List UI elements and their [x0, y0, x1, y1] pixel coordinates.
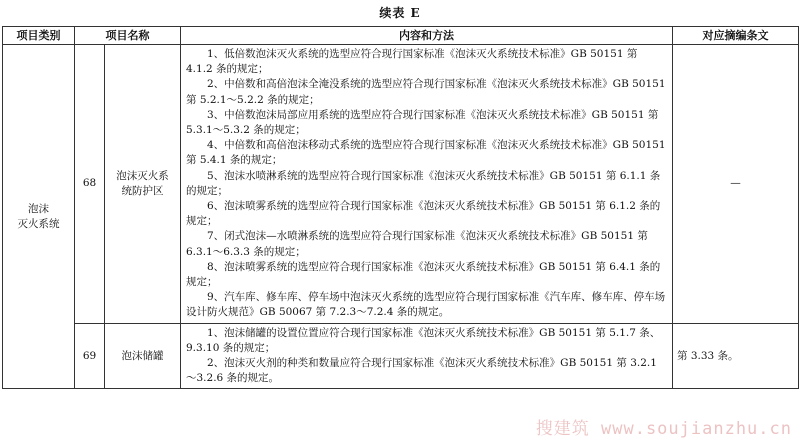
category-value: 泡沫 灭火系统: [17, 202, 60, 230]
row-name-text: 泡沫灭火系 统防护区: [116, 169, 169, 197]
row-name: [105, 323, 181, 389]
content-item: 2、泡沫灭火剂的种类和数量应符合现行国家标准《泡沫灭火系统技术标准》GB 50151 第 3.2.1～3.2.6 条的规定。: [186, 357, 657, 385]
row-name: [105, 45, 181, 324]
content-item: 1、泡沫储罐的设置位置应符合现行国家标准《泡沫灭火系统技术标准》GB 50151 第 5.1.7 条、9.3.10 条的规定；: [186, 326, 661, 354]
row-name-text: 泡沫储罐: [121, 349, 164, 362]
row-content: [181, 323, 673, 389]
row-number: 69: [75, 323, 105, 389]
header-content: 内容和方法: [181, 27, 673, 45]
watermark: 搜建筑 www.soujianzhu.cn: [535, 419, 792, 439]
content-item: 3、中倍数泡沫局部应用系统的选型应符合现行国家标准《泡沫灭火系统技术标准》GB 50151 第 5.3.1～5.3.2 条的规定；: [186, 108, 659, 137]
header-clause: 对应摘编条文: [673, 27, 799, 45]
row-content: [181, 45, 673, 324]
header-row: [3, 27, 799, 45]
header-category: 项目类别: [3, 27, 75, 45]
content-item: 6、泡沫喷雾系统的选型应符合现行国家标准《泡沫灭火系统技术标准》GB 50151 第 6.1.2 条的规定；: [186, 200, 661, 228]
inspection-table: [2, 26, 799, 389]
header-name: 项目名称: [75, 27, 181, 45]
table-row: [3, 323, 799, 389]
content-item: 2、中倍数和高倍泡沫全淹没系统的选型应符合现行国家标准《泡沫灭火系统技术标准》GB 50151 第 5.2.1～5.2.2 条的规定；: [186, 78, 666, 106]
row-clause: 第 3.33 条。: [673, 323, 799, 389]
content-item: 1、低倍数泡沫灭火系统的选型应符合现行国家标准《泡沫灭火系统技术标准》GB 50151 第 4.1.2 条的规定；: [186, 48, 638, 76]
category-cell: [3, 45, 75, 389]
content-item: 5、泡沫水喷淋系统的选型应符合现行国家标准《泡沫灭火系统技术标准》GB 50151 第 6.1.1 条的规定；: [186, 169, 661, 197]
table-caption: 续表 E: [379, 6, 421, 20]
table-row: [3, 45, 799, 324]
content-item: 4、中倍数和高倍泡沫移动式系统的选型应符合现行国家标准《泡沫灭火系统技术标准》GB 50151 第 5.4.1 条的规定；: [186, 139, 666, 167]
content-item: 8、泡沫喷雾系统的选型应符合现行国家标准《泡沫灭火系统技术标准》GB 50151 第 6.4.1 条的规定；: [186, 260, 661, 289]
content-item: 7、闭式泡沫—水喷淋系统的选型应符合现行国家标准《泡沫灭火系统技术标准》GB 50151 第 6.3.1～6.3.3 条的规定；: [186, 230, 648, 258]
content-item: 9、汽车库、修车库、停车场中泡沫灭火系统的选型应符合现行国家标准《汽车库、修车库、停车场设计防火规范》GB 50067 第 7.2.3～7.2.4 条的规定。: [186, 291, 666, 319]
row-clause: —: [673, 45, 799, 324]
row-number: 68: [75, 45, 105, 324]
